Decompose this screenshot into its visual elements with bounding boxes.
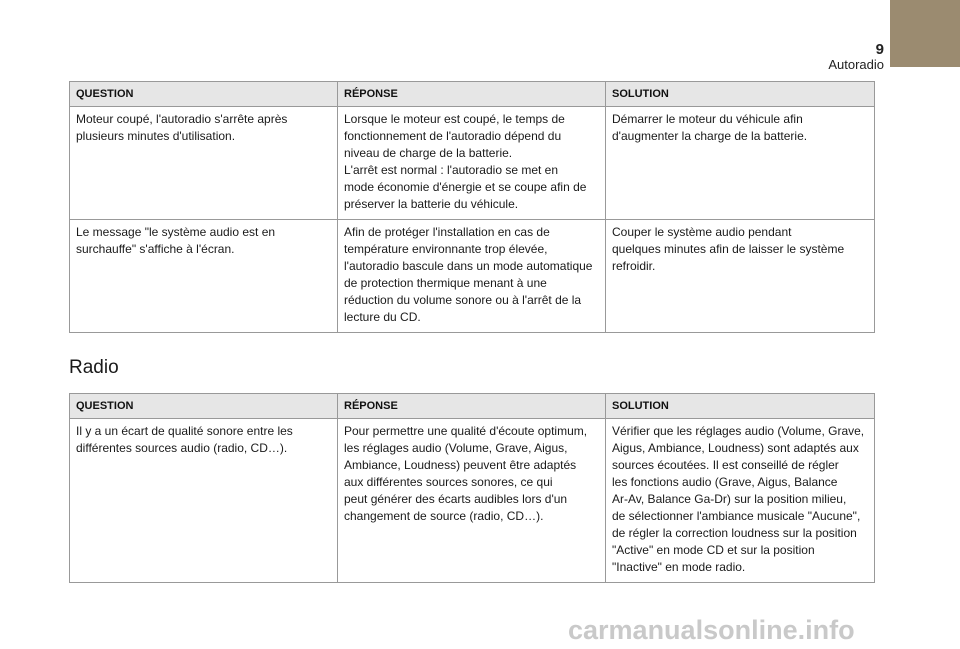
question-cell: Le message "le système audio est en surchauffe" s'affiche à l'écran. [70, 220, 338, 333]
column-header-question: QUESTION [70, 394, 338, 419]
table-header-row [70, 394, 875, 419]
question-cell: Il y a un écart de qualité sonore entre les différentes sources audio (radio, CD…). [70, 419, 338, 583]
watermark: carmanualsonline.info [568, 615, 855, 645]
column-header-answer: RÉPONSE [338, 394, 606, 419]
column-header-answer: RÉPONSE [338, 82, 606, 107]
solution-cell: Vérifier que les réglages audio (Volume, Grave, Aigus, Ambiance, Loudness) sont adaptés aux sources écoutées. Il est conseillé de régler les fonctions audio (Grave, Aigus, Balance Ar-Av, Balance Ga-Dr) sur la position milieu, de sélectionner l'ambiance musicale "Aucune", de régler la correction loudness sur la position "Active" en mode CD et sur la position "Inactive" en mode radio. [606, 419, 875, 583]
column-header-solution: SOLUTION [606, 394, 875, 419]
solution-cell: Démarrer le moteur du véhicule afin d'augmenter la charge de la batterie. [606, 107, 875, 220]
page-number: 9 [875, 41, 884, 58]
chapter-tab [890, 0, 960, 67]
answer-cell: Lorsque le moteur est coupé, le temps de fonctionnement de l'autoradio dépend du niveau de charge de la batterie. L'arrêt est normal : l'autoradio se met en mode économie d'énergie et se coupe afin de préserver la batterie du véhicule. [338, 107, 606, 220]
answer-cell: Pour permettre une qualité d'écoute optimum, les réglages audio (Volume, Grave, Aigus, Ambiance, Loudness) peuvent être adaptés aux différentes sources sonores, ce qui peut générer des écarts audibles lors d'un changement de source (radio, CD…). [338, 419, 606, 583]
answer-cell: Afin de protéger l'installation en cas de température environnante trop élevée, l'autoradio bascule dans un mode automatique de protection thermique menant à une réduction du volume sonore ou à l'arrêt de la lecture du CD. [338, 220, 606, 333]
table-row [70, 107, 875, 220]
table-row [70, 220, 875, 333]
troubleshooting-table [69, 81, 875, 333]
question-cell: Moteur coupé, l'autoradio s'arrête après plusieurs minutes d'utilisation. [70, 107, 338, 220]
section-title: Autoradio [828, 57, 884, 72]
table-header-row [70, 82, 875, 107]
solution-cell: Couper le système audio pendant quelques minutes afin de laisser le système refroidir. [606, 220, 875, 333]
radio-heading: Radio [69, 357, 119, 378]
column-header-question: QUESTION [70, 82, 338, 107]
radio-troubleshooting-table [69, 393, 875, 583]
column-header-solution: SOLUTION [606, 82, 875, 107]
table-row [70, 419, 875, 583]
